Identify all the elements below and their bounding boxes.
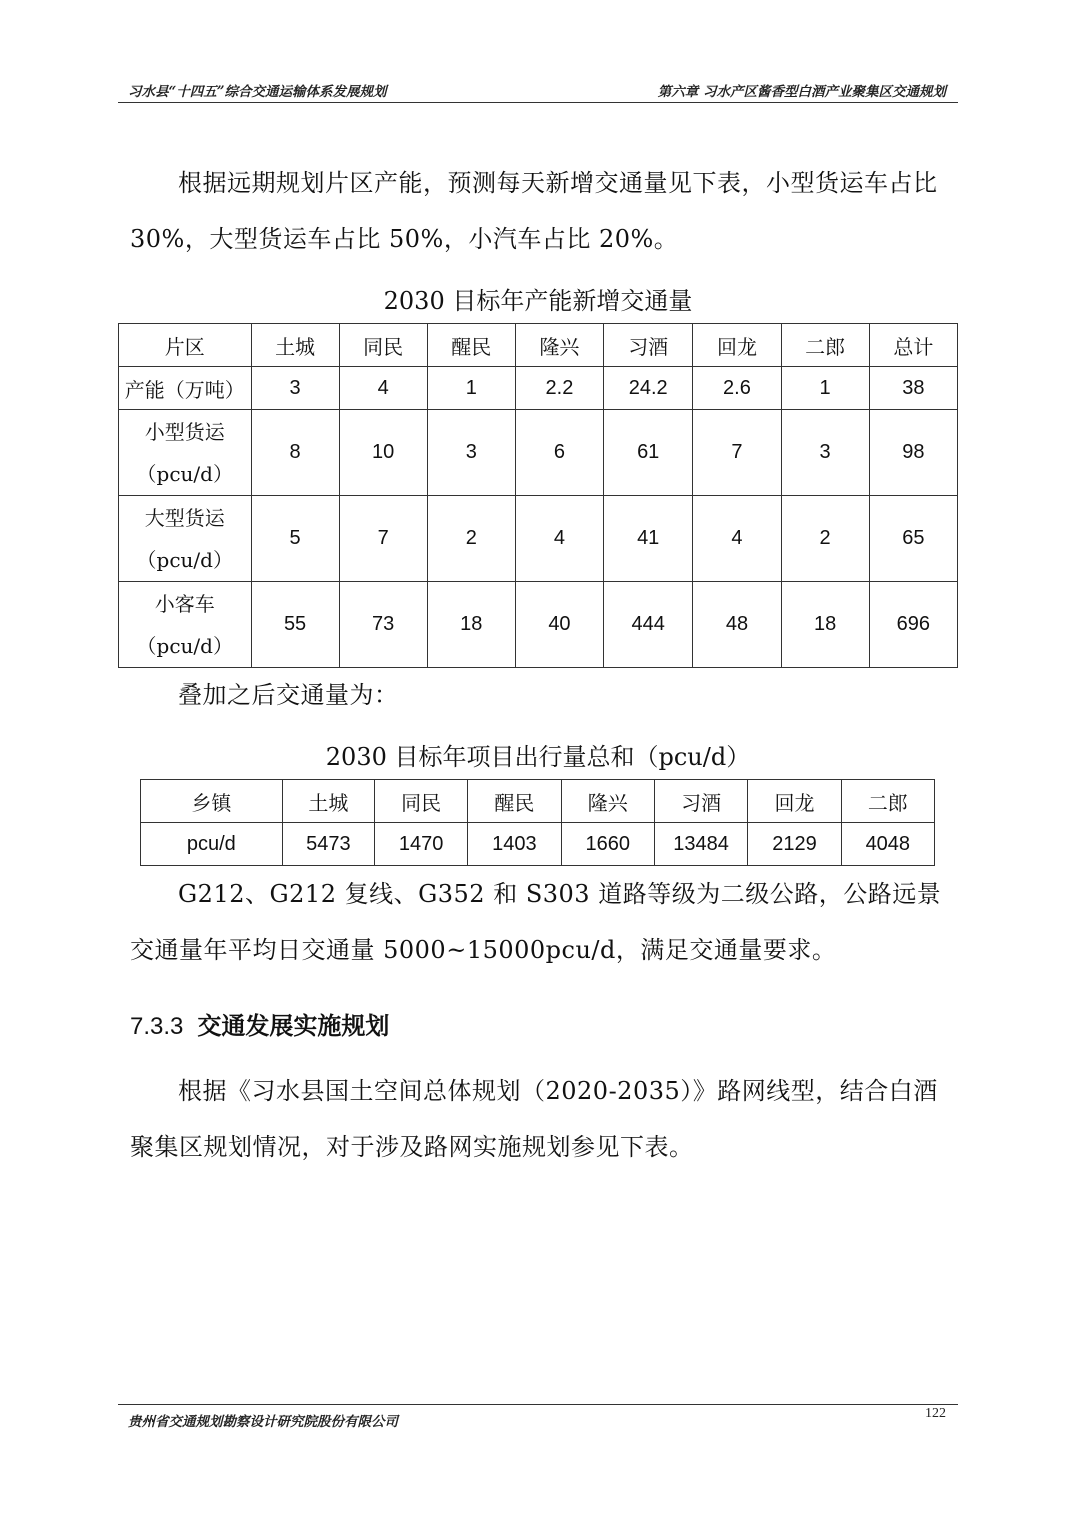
table-new-traffic xyxy=(118,323,958,668)
table-header-cell: 同民 xyxy=(339,324,427,367)
table-header-cell: 乡镇 xyxy=(141,780,283,823)
table-cell: 61 xyxy=(604,410,693,496)
table-row xyxy=(119,582,958,668)
paragraph-road-capacity: G212、G212 复线、G352 和 S303 道路等级为二级公路，公路远景交通量年平均日交通量 5000~15000pcu/d，满足交通量要求。 xyxy=(130,880,942,964)
table-cell: 24.2 xyxy=(604,367,693,410)
table-cell: 2129 xyxy=(748,823,841,866)
table-header-cell: 隆兴 xyxy=(561,780,654,823)
table-cell: 2.2 xyxy=(515,367,603,410)
table-cell: 73 xyxy=(339,582,427,668)
table-header-cell: 回龙 xyxy=(693,324,781,367)
footer-company: 贵州省交通规划勘察设计研究院股份有限公司 xyxy=(128,1414,398,1430)
row-label-unit: （pcu/d） xyxy=(136,633,233,658)
table-header-cell: 醒民 xyxy=(427,324,515,367)
table-header-row xyxy=(141,780,935,823)
row-label xyxy=(119,582,252,668)
table-cell: 65 xyxy=(869,496,957,582)
table-cell: 38 xyxy=(869,367,957,410)
table-row xyxy=(119,367,958,410)
table-header-cell: 习酒 xyxy=(604,324,693,367)
paragraph-implementation: 根据《习水县国土空间总体规划（2020-2035）》路网线型，结合白酒聚集区规划情况，对于涉及路网实施规划参见下表。 xyxy=(130,1077,938,1161)
table-cell: 10 xyxy=(339,410,427,496)
table-cell: 696 xyxy=(869,582,957,668)
paragraph-capacity-forecast: 根据远期规划片区产能，预测每天新增交通量见下表，小型货运车占比 30%，大型货运车占比 50%，小汽车占比 20%。 xyxy=(130,169,938,253)
paragraph-combined-intro: 叠加之后交通量为： xyxy=(178,681,399,709)
table-row xyxy=(119,496,958,582)
table-cell: 6 xyxy=(515,410,603,496)
table-row xyxy=(119,410,958,496)
table-cell: 7 xyxy=(693,410,781,496)
table-cell: 444 xyxy=(604,582,693,668)
table-header-cell: 二郎 xyxy=(781,324,869,367)
table-header-cell: 回龙 xyxy=(748,780,841,823)
table-header-row xyxy=(119,324,958,367)
table-cell: 4048 xyxy=(841,823,934,866)
table-cell: 3 xyxy=(251,367,339,410)
table-cell: 3 xyxy=(781,410,869,496)
row-label-unit: （pcu/d） xyxy=(136,461,233,486)
section-title: 交通发展实施规划 xyxy=(197,1011,390,1040)
table-cell: 2.6 xyxy=(693,367,781,410)
row-label: 产能（万吨） xyxy=(119,367,252,410)
table-cell: 5473 xyxy=(282,823,374,866)
table-cell: 2 xyxy=(427,496,515,582)
table-cell: 18 xyxy=(427,582,515,668)
table-header-cell: 片区 xyxy=(119,324,252,367)
table-cell: 8 xyxy=(251,410,339,496)
row-label: pcu/d xyxy=(141,823,283,866)
footer-rule xyxy=(118,1404,958,1406)
row-label-name: 小型货运 xyxy=(144,419,225,444)
row-label-name: 大型货运 xyxy=(144,505,225,530)
row-label xyxy=(119,496,252,582)
header-document-title: 习水县“十四五”综合交通运输体系发展规划 xyxy=(128,84,387,100)
row-label xyxy=(119,410,252,496)
page-header xyxy=(118,78,958,103)
table-cell: 4 xyxy=(693,496,781,582)
page-number: 122 xyxy=(925,1406,946,1421)
section-number: 7.3.3 xyxy=(130,1013,184,1040)
table-cell: 2 xyxy=(781,496,869,582)
table-header-cell: 同民 xyxy=(374,780,467,823)
table2-caption: 2030 目标年项目出行量总和（pcu/d） xyxy=(325,743,751,771)
table-cell: 18 xyxy=(781,582,869,668)
table-cell: 98 xyxy=(869,410,957,496)
table-cell: 1470 xyxy=(374,823,467,866)
table-header-cell: 隆兴 xyxy=(515,324,603,367)
table1-caption: 2030 目标年产能新增交通量 xyxy=(383,287,693,315)
table-cell: 1403 xyxy=(468,823,561,866)
table-header-cell: 二郎 xyxy=(841,780,934,823)
table-cell: 13484 xyxy=(654,823,747,866)
table-cell: 1660 xyxy=(561,823,654,866)
table-cell: 41 xyxy=(604,496,693,582)
header-chapter-title: 第六章 习水产区酱香型白酒产业聚集区交通规划 xyxy=(657,84,946,100)
table-cell: 1 xyxy=(781,367,869,410)
table-header-cell: 土城 xyxy=(282,780,374,823)
table-header-cell: 土城 xyxy=(251,324,339,367)
table-cell: 48 xyxy=(693,582,781,668)
table-cell: 5 xyxy=(251,496,339,582)
table-cell: 1 xyxy=(427,367,515,410)
table-cell: 3 xyxy=(427,410,515,496)
section-heading xyxy=(130,1006,389,1041)
table-header-cell: 总计 xyxy=(869,324,957,367)
table-total-trips xyxy=(140,779,935,866)
table-cell: 4 xyxy=(339,367,427,410)
table-header-cell: 醒民 xyxy=(468,780,561,823)
row-label-name: 小客车 xyxy=(154,591,215,616)
table-cell: 55 xyxy=(251,582,339,668)
table-cell: 4 xyxy=(515,496,603,582)
table-cell: 7 xyxy=(339,496,427,582)
table-header-cell: 习酒 xyxy=(654,780,747,823)
table-cell: 40 xyxy=(515,582,603,668)
row-label-unit: （pcu/d） xyxy=(136,547,233,572)
table-row xyxy=(141,823,935,866)
